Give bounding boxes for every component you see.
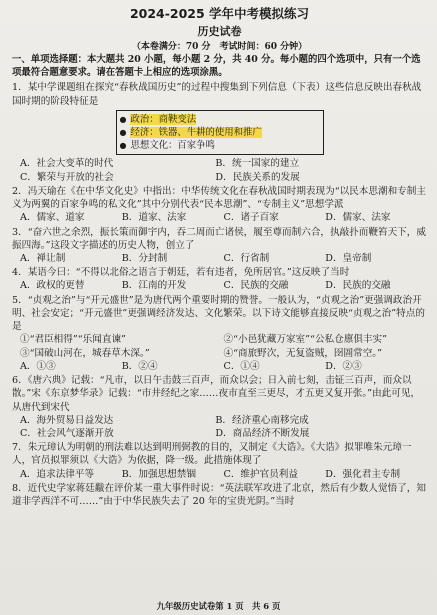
option-b: B．加强思想禁锢: [121, 468, 196, 480]
question-stem: 4．某语今曰：“不得以北俗之语言于朝廷，若有违者，免所居官。”这反映了当时: [12, 267, 350, 279]
info-item-culture: ● 思想文化：百家争鸣: [131, 139, 319, 152]
question-stem: 2．冯天瑜在《在中华文化史》中指出：中华传统文化在春秋战国时期表现为“以民本思潮和专制主义为两翼的百家争鸣的私文化”其中分别代表“民本思潮”、“专制主义”思想学派: [12, 185, 426, 211]
options: [12, 360, 427, 373]
exam-meta: （本卷满分：70 分 考试时间：60 分钟）: [131, 42, 308, 53]
option-b: B．道家、法家: [121, 212, 187, 224]
question-7: [12, 441, 427, 481]
option-c: C．繁荣与开放的社会: [20, 171, 114, 183]
options: [12, 414, 427, 440]
option-c: C．维护官员利益: [223, 468, 298, 480]
question-stem: 8．近代史学家蒋廷黻在评价某一重大事件时说：“英法联军攻进了北京，然后有少数人觉悟了，知道非学西洋不可……”由于中华民族失去了 20 年的宝贵光阴。”当时: [12, 482, 426, 508]
page-footer: 九年级历史试卷第 1 页 共 6 页: [156, 601, 281, 612]
option-c: C．民族的交融: [223, 280, 289, 292]
option-d: D．儒家、法家: [325, 212, 391, 224]
statement-4: ④“商旅野次，无复盗贼，囹圄常空。”: [223, 347, 383, 359]
option-c: C．诸子百家: [223, 212, 279, 224]
question-stem: 5．“贞观之治”与“开元盛世”是为唐代两个重要时期的赞誉。一般认为，“贞观之治”更强调政治开明、社会安定；“开元盛世”更强调经济发达、文化繁荣。以下诗文能够直接反映“贞观之治”特点的是: [12, 294, 425, 333]
option-a: A．社会大变革的时代: [20, 158, 114, 170]
question-stem: 1．某中学课题组在探究“春秋战国历史”的过程中搜集到下列信息（下表）这些信息反映出春秋战国时期的阶段特征是: [12, 82, 422, 107]
option-d: D．商品经济不断发展: [215, 428, 310, 440]
question-stem: 7．朱元璋认为明朝的刑法难以达到明刑弼教的目的，又制定《大诰》。《大诰》拟罪唯朱元璋一人，官员拟罪须以《大诰》为依据，降一级。此措施体现了: [12, 442, 412, 467]
info-item-politics: ● 政治：商鞅变法: [131, 113, 319, 126]
option-d: D．②③: [325, 360, 362, 372]
question-3: [12, 226, 427, 266]
exam-subtitle: 历史试卷: [197, 24, 242, 38]
info-item-economy: ● 经济：铁器、牛耕的使用和推广: [131, 126, 319, 139]
option-a: A．追求法律平等: [20, 468, 95, 480]
question-8: [12, 482, 427, 508]
option-c: C．①④: [223, 360, 260, 372]
option-b: B．②④: [121, 360, 158, 372]
option-a: A．①③: [20, 360, 56, 372]
statement-3: ③“国破山河在，城春草木深。”: [20, 347, 150, 359]
statement-2: ②“小邑犹藏万家室”“公私仓廪俱丰实”: [223, 334, 388, 346]
option-a: A．海外贸易日益发达: [20, 414, 114, 426]
question-5: [12, 294, 427, 373]
option-c: C．社会风气逐渐开放: [20, 428, 114, 440]
option-d: D．民族的交融: [325, 280, 391, 292]
option-a: A．禅让制: [20, 252, 66, 264]
options: [12, 157, 427, 183]
exam-title: 2024-2025 学年中考模拟练习: [129, 6, 310, 21]
info-box: [116, 110, 324, 155]
option-a: A．儒家、道家: [20, 212, 85, 224]
option-a: A．政权的更替: [20, 280, 85, 292]
option-b: B．分封制: [121, 252, 168, 264]
option-c: C．行省制: [223, 252, 270, 264]
question-2: [12, 185, 427, 225]
question-1: [12, 81, 427, 183]
question-stem: 6．《唐六典》记载：“凡市，以日午击鼓三百声，而众以会；日入前七刻，击钲三百声，而众以散。”宋《东京梦华录》记载：“市井经纪之家……夜市直至三更尽，才五更又复开张。”由此可见，从唐代到宋代: [12, 375, 421, 413]
options: [12, 279, 427, 292]
options: [12, 211, 427, 224]
question-stem: 3．“奋六世之余烈，振长策而御宇内，吞二周而亡诸侯，履至尊而制六合，执敲扑而鞭笞天下，威振四海。”这段文字描述的历史人物，创立了: [12, 226, 426, 251]
options: [12, 468, 427, 481]
option-b: B．经济重心南移完成: [215, 414, 309, 426]
statements: [12, 333, 427, 359]
section-instructions: 一、单项选择题：本大题共 20 小题，每小题 2 分，共 40 分。每小题的四个选项中，只有一个选项最符合题意要求。请在答题卡上相应的选项涂黑。: [12, 54, 421, 79]
option-d: D．皇帝制: [325, 252, 372, 264]
option-b: B．江南的开发: [121, 280, 187, 292]
question-6: [12, 374, 427, 440]
option-d: D．强化君主专制: [325, 468, 401, 480]
question-4: [12, 266, 427, 292]
option-b: B．统一国家的建立: [215, 158, 300, 170]
option-d: D．民族关系的发展: [215, 171, 300, 183]
statement-1: ①“君臣相得”“乐闻直谏”: [20, 334, 126, 346]
options: [12, 252, 427, 265]
